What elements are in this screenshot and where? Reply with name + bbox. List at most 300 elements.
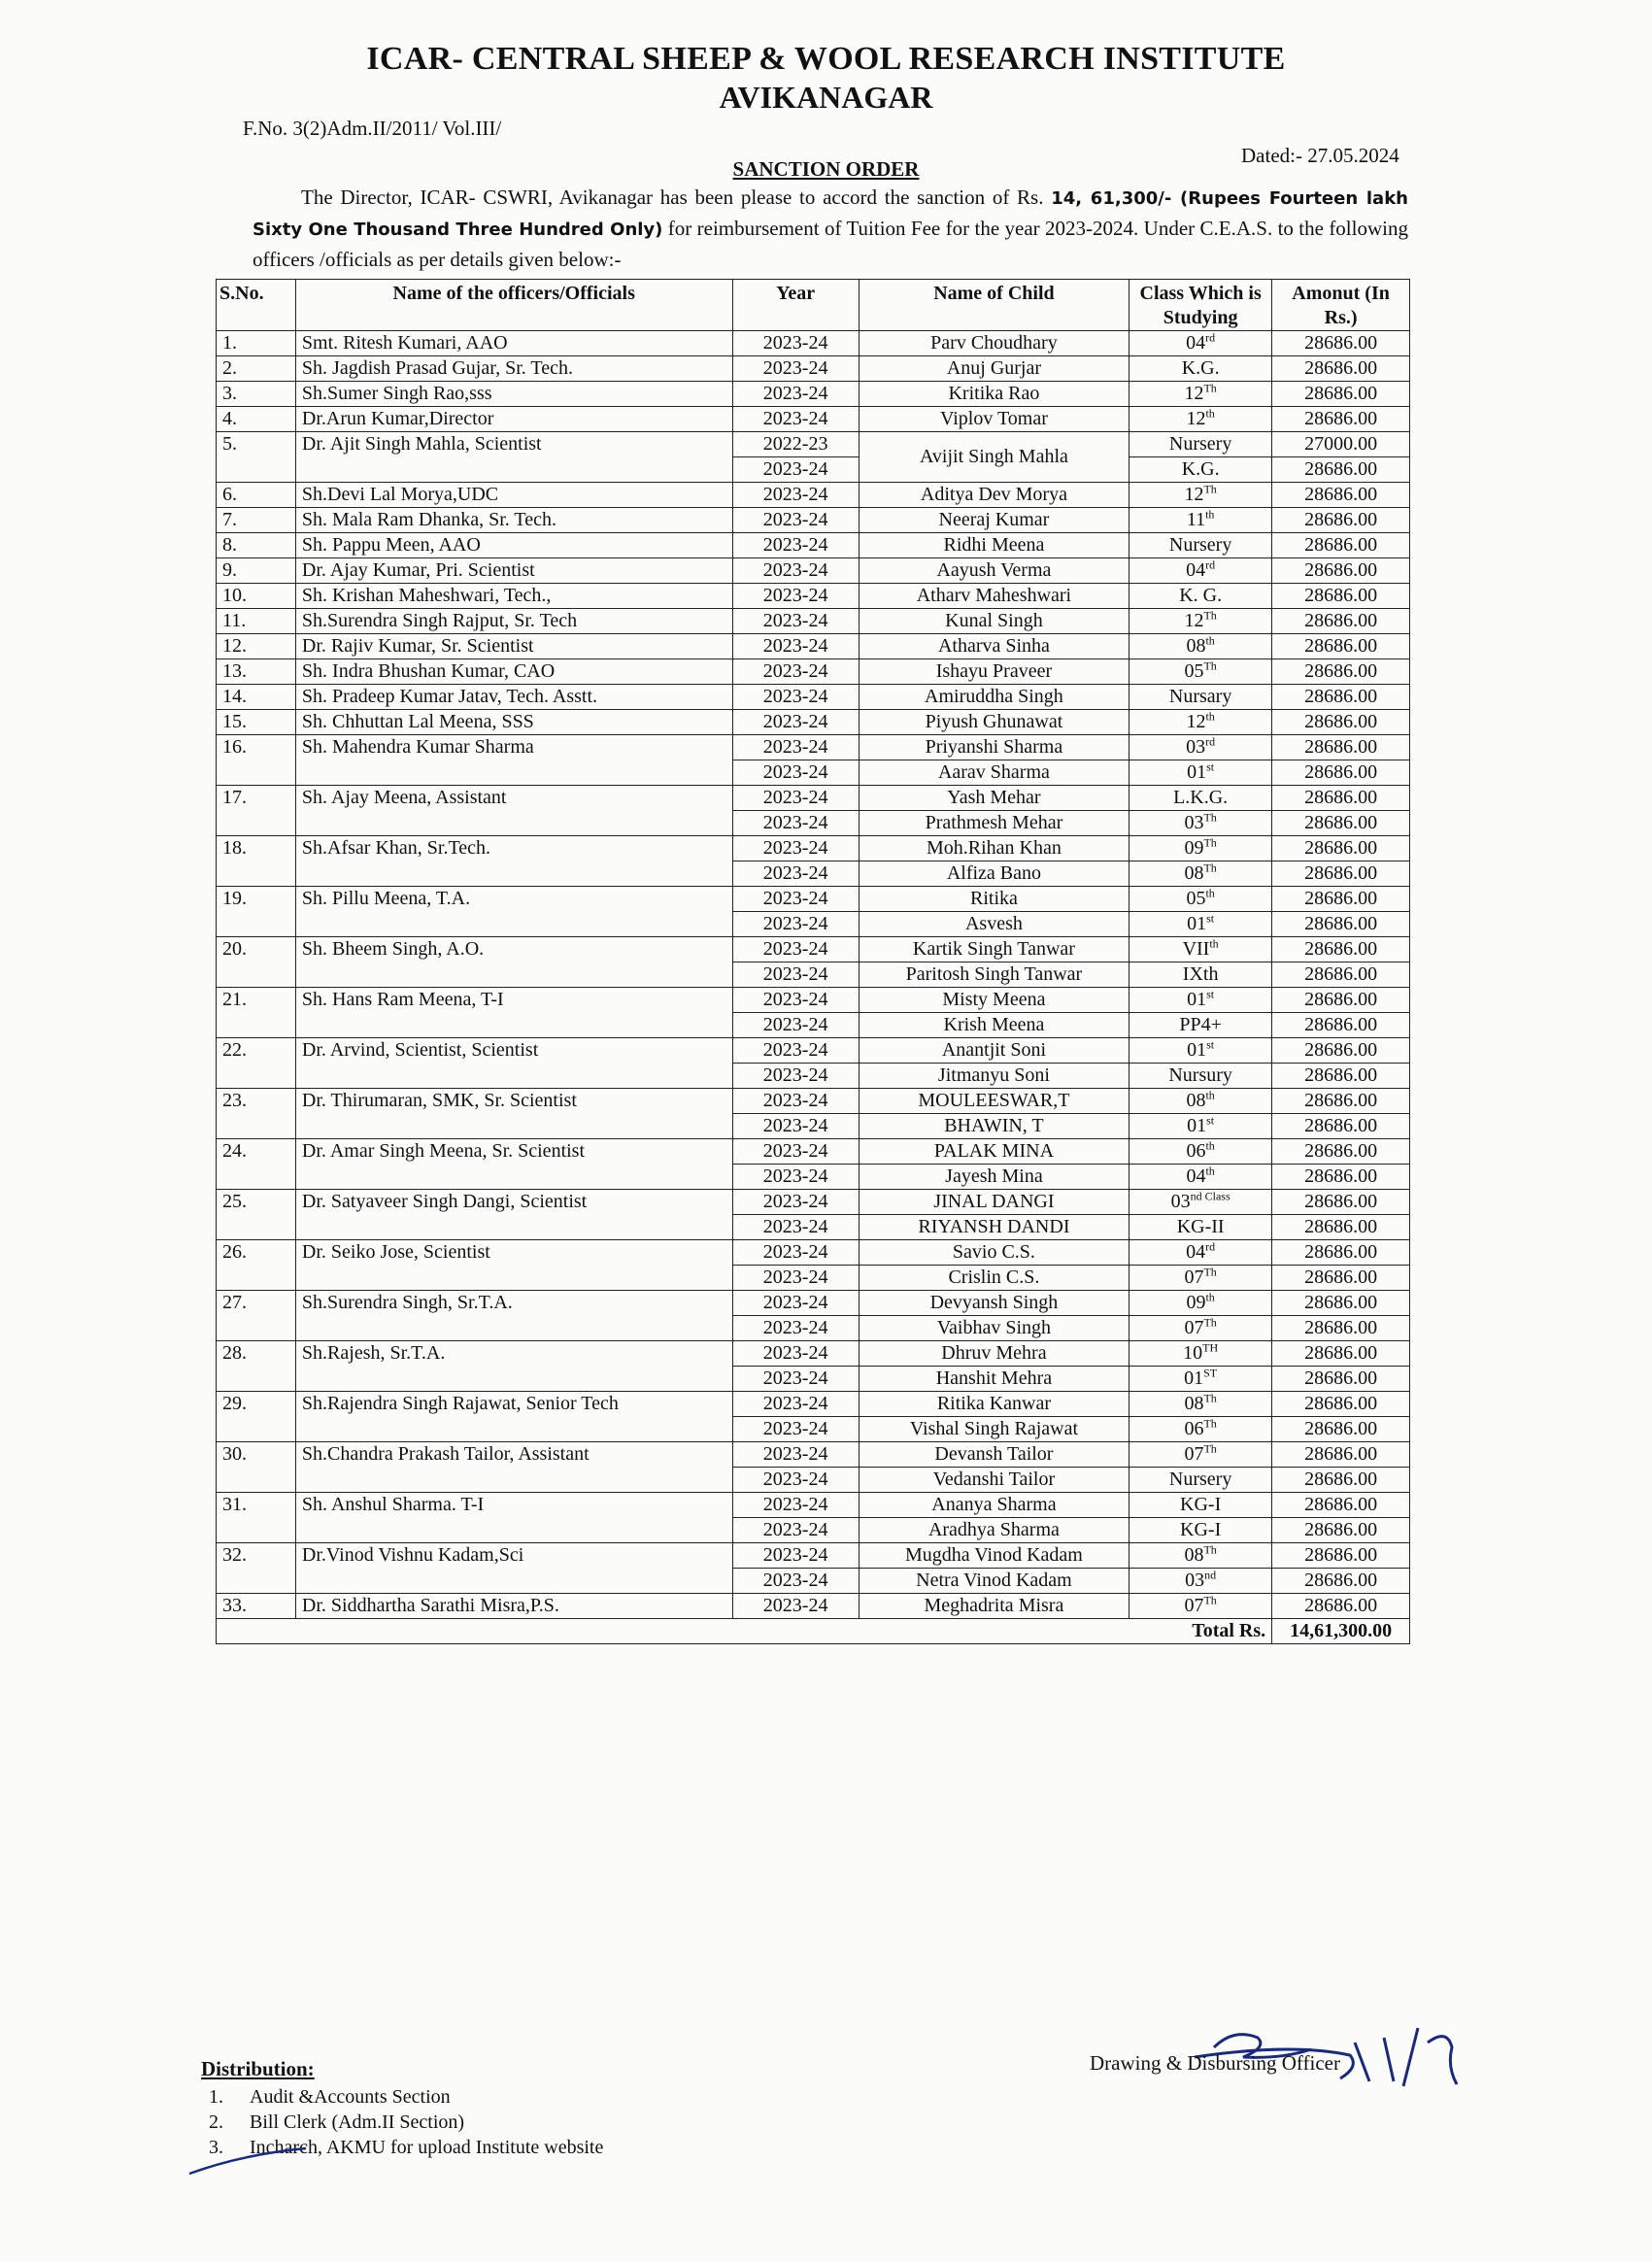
amount-cell: 28686.00 xyxy=(1272,1493,1410,1518)
serial-number: 29. xyxy=(217,1392,296,1442)
year-cell: 2023-24 xyxy=(732,1266,859,1291)
serial-number: 25. xyxy=(217,1190,296,1240)
amount-cell: 28686.00 xyxy=(1272,634,1410,659)
child-name-cell: Piyush Ghunawat xyxy=(859,710,1129,735)
institute-name: ICAR- CENTRAL SHEEP & WOOL RESEARCH INSTITUTE xyxy=(366,41,1286,77)
class-cell: 09th xyxy=(1129,1291,1272,1316)
table-row xyxy=(217,584,1410,609)
year-cell: 2023-24 xyxy=(732,659,859,685)
class-cell: L.K.G. xyxy=(1129,786,1272,811)
serial-number: 4. xyxy=(217,407,296,432)
officer-name: Sh. Hans Ram Meena, T-I xyxy=(295,988,732,1038)
class-cell: 10TH xyxy=(1129,1341,1272,1367)
officer-name: Sh. Jagdish Prasad Gujar, Sr. Tech. xyxy=(295,356,732,382)
serial-number: 6. xyxy=(217,483,296,508)
child-name-cell: Misty Meena xyxy=(859,988,1129,1013)
child-name-cell: Krish Meena xyxy=(859,1013,1129,1038)
child-name-cell: Aayush Verma xyxy=(859,558,1129,584)
class-cell: KG-I xyxy=(1129,1493,1272,1518)
officer-name: Dr. Ajit Singh Mahla, Scientist xyxy=(295,432,732,483)
class-cell: K. G. xyxy=(1129,584,1272,609)
table-row xyxy=(217,331,1410,356)
year-cell: 2023-24 xyxy=(732,508,859,533)
class-cell: 07Th xyxy=(1129,1442,1272,1468)
table-row xyxy=(217,659,1410,685)
year-cell: 2023-24 xyxy=(732,1543,859,1569)
class-cell: 01st xyxy=(1129,1038,1272,1064)
officer-name: Dr. Ajay Kumar, Pri. Scientist xyxy=(295,558,732,584)
officer-name: Dr.Arun Kumar,Director xyxy=(295,407,732,432)
signatory-title: Drawing & Disbursing Officer xyxy=(1090,2051,1340,2075)
child-name-cell: Netra Vinod Kadam xyxy=(859,1569,1129,1594)
year-cell: 2023-24 xyxy=(732,382,859,407)
year-cell: 2023-24 xyxy=(732,1594,859,1619)
child-name-cell: Aarav Sharma xyxy=(859,760,1129,786)
officer-signature xyxy=(1175,1989,1496,2096)
child-name-cell: JINAL DANGI xyxy=(859,1190,1129,1215)
year-cell: 2023-24 xyxy=(732,1165,859,1190)
amount-cell: 28686.00 xyxy=(1272,558,1410,584)
table-row xyxy=(217,634,1410,659)
class-cell: 01st xyxy=(1129,912,1272,937)
amount-cell: 28686.00 xyxy=(1272,1038,1410,1064)
class-cell: 01st xyxy=(1129,1114,1272,1139)
table-row xyxy=(217,609,1410,634)
table-row xyxy=(217,988,1410,1013)
officer-name: Dr.Vinod Vishnu Kadam,Sci xyxy=(295,1543,732,1594)
serial-number: 30. xyxy=(217,1442,296,1493)
amount-cell: 28686.00 xyxy=(1272,356,1410,382)
table-row xyxy=(217,1291,1410,1316)
amount-cell: 28686.00 xyxy=(1272,963,1410,988)
amount-cell: 28686.00 xyxy=(1272,382,1410,407)
serial-number: 14. xyxy=(217,685,296,710)
amount-cell: 28686.00 xyxy=(1272,407,1410,432)
child-name-cell: Amiruddha Singh xyxy=(859,685,1129,710)
officer-name: Sh.Rajesh, Sr.T.A. xyxy=(295,1341,732,1392)
officer-name: Sh. Indra Bhushan Kumar, CAO xyxy=(295,659,732,685)
col-header-year: Year xyxy=(732,280,859,331)
amount-cell: 28686.00 xyxy=(1272,1139,1410,1165)
year-cell: 2023-24 xyxy=(732,1341,859,1367)
child-name-cell: Aditya Dev Morya xyxy=(859,483,1129,508)
amount-cell: 28686.00 xyxy=(1272,685,1410,710)
amount-cell: 28686.00 xyxy=(1272,1190,1410,1215)
year-cell: 2023-24 xyxy=(732,1064,859,1089)
year-cell: 2023-24 xyxy=(732,1417,859,1442)
table-row xyxy=(217,1089,1410,1114)
child-name-cell: Asvesh xyxy=(859,912,1129,937)
table-row xyxy=(217,685,1410,710)
class-cell: 11th xyxy=(1129,508,1272,533)
amount-cell: 28686.00 xyxy=(1272,1392,1410,1417)
total-row xyxy=(217,1619,1410,1644)
officer-name: Sh.Rajendra Singh Rajawat, Senior Tech xyxy=(295,1392,732,1442)
order-title: SANCTION ORDER xyxy=(732,157,920,181)
officer-name: Sh. Mala Ram Dhanka, Sr. Tech. xyxy=(295,508,732,533)
table-row xyxy=(217,1594,1410,1619)
class-cell: 05th xyxy=(1129,887,1272,912)
child-name-cell: Aradhya Sharma xyxy=(859,1518,1129,1543)
amount-cell: 28686.00 xyxy=(1272,1240,1410,1266)
year-cell: 2023-24 xyxy=(732,937,859,963)
officer-name: Sh.Sumer Singh Rao,sss xyxy=(295,382,732,407)
class-cell: 08Th xyxy=(1129,1543,1272,1569)
table-row xyxy=(217,432,1410,457)
table-row xyxy=(217,483,1410,508)
class-cell: 12Th xyxy=(1129,483,1272,508)
serial-number: 32. xyxy=(217,1543,296,1594)
year-cell: 2023-24 xyxy=(732,533,859,558)
col-header-class: Class Which is Studying xyxy=(1129,280,1272,331)
class-cell: 08th xyxy=(1129,1089,1272,1114)
class-cell: 12Th xyxy=(1129,609,1272,634)
year-cell: 2023-24 xyxy=(732,1139,859,1165)
serial-number: 15. xyxy=(217,710,296,735)
officer-name: Sh.Chandra Prakash Tailor, Assistant xyxy=(295,1442,732,1493)
child-name-cell: Hanshit Mehra xyxy=(859,1367,1129,1392)
amount-cell: 28686.00 xyxy=(1272,1013,1410,1038)
distribution-item: 1. Audit &Accounts Section xyxy=(209,2086,451,2108)
year-cell: 2023-24 xyxy=(732,457,859,483)
child-name-cell: Ishayu Praveer xyxy=(859,659,1129,685)
class-cell: PP4+ xyxy=(1129,1013,1272,1038)
table-row xyxy=(217,786,1410,811)
year-cell: 2023-24 xyxy=(732,1392,859,1417)
table-row xyxy=(217,558,1410,584)
child-name-cell: Paritosh Singh Tanwar xyxy=(859,963,1129,988)
officer-name: Sh.Surendra Singh, Sr.T.A. xyxy=(295,1291,732,1341)
child-name-cell: Anantjit Soni xyxy=(859,1038,1129,1064)
serial-number: 22. xyxy=(217,1038,296,1089)
officer-name: Dr. Amar Singh Meena, Sr. Scientist xyxy=(295,1139,732,1190)
class-cell: 04rd xyxy=(1129,558,1272,584)
class-cell: 01ST xyxy=(1129,1367,1272,1392)
class-cell: 05Th xyxy=(1129,659,1272,685)
amount-cell: 28686.00 xyxy=(1272,659,1410,685)
year-cell: 2023-24 xyxy=(732,861,859,887)
class-cell: 12th xyxy=(1129,407,1272,432)
intro-amount: 14, 61,300/- (Rupees Fourteen lakh Sixty One Thousand Three Hundred Only) xyxy=(253,188,1408,240)
distribution-item: 2. Bill Clerk (Adm.II Section) xyxy=(209,2111,465,2133)
year-cell: 2023-24 xyxy=(732,356,859,382)
year-cell: 2023-24 xyxy=(732,407,859,432)
class-cell: Nursery xyxy=(1129,533,1272,558)
class-cell: 07Th xyxy=(1129,1594,1272,1619)
table-row xyxy=(217,1240,1410,1266)
officer-name: Dr. Thirumaran, SMK, Sr. Scientist xyxy=(295,1089,732,1139)
child-name-cell: Viplov Tomar xyxy=(859,407,1129,432)
child-name-cell: Devyansh Singh xyxy=(859,1291,1129,1316)
class-cell: IXth xyxy=(1129,963,1272,988)
child-name-cell: Devansh Tailor xyxy=(859,1442,1129,1468)
officer-name: Smt. Ritesh Kumari, AAO xyxy=(295,331,732,356)
amount-cell: 28686.00 xyxy=(1272,1291,1410,1316)
class-cell: 01st xyxy=(1129,988,1272,1013)
serial-number: 9. xyxy=(217,558,296,584)
year-cell: 2023-24 xyxy=(732,1569,859,1594)
order-date: Dated:- 27.05.2024 xyxy=(1241,144,1399,167)
year-cell: 2022-23 xyxy=(732,432,859,457)
serial-number: 24. xyxy=(217,1139,296,1190)
child-name-cell: Atharva Sinha xyxy=(859,634,1129,659)
amount-cell: 28686.00 xyxy=(1272,457,1410,483)
serial-number: 20. xyxy=(217,937,296,988)
amount-cell: 28686.00 xyxy=(1272,1442,1410,1468)
child-name-cell: Prathmesh Mehar xyxy=(859,811,1129,836)
serial-number: 3. xyxy=(217,382,296,407)
child-name-cell: PALAK MINA xyxy=(859,1139,1129,1165)
class-cell: 12Th xyxy=(1129,382,1272,407)
class-cell: KG-II xyxy=(1129,1215,1272,1240)
officer-name: Sh.Surendra Singh Rajput, Sr. Tech xyxy=(295,609,732,634)
serial-number: 26. xyxy=(217,1240,296,1291)
intro-part1: The Director, ICAR- CSWRI, Avikanagar has been please to accord the sanction of Rs. xyxy=(301,186,1052,209)
table-row xyxy=(217,887,1410,912)
class-cell: 04rd xyxy=(1129,1240,1272,1266)
table-header-row xyxy=(217,280,1410,331)
officer-name: Sh. Ajay Meena, Assistant xyxy=(295,786,732,836)
amount-cell: 28686.00 xyxy=(1272,1367,1410,1392)
class-cell: 12th xyxy=(1129,710,1272,735)
amount-cell: 28686.00 xyxy=(1272,1417,1410,1442)
year-cell: 2023-24 xyxy=(732,710,859,735)
officer-name: Sh.Afsar Khan, Sr.Tech. xyxy=(295,836,732,887)
amount-cell: 28686.00 xyxy=(1272,786,1410,811)
officer-name: Sh. Pradeep Kumar Jatav, Tech. Asstt. xyxy=(295,685,732,710)
amount-cell: 28686.00 xyxy=(1272,1316,1410,1341)
class-cell: Nursury xyxy=(1129,1064,1272,1089)
amount-cell: 28686.00 xyxy=(1272,1064,1410,1089)
child-name-cell: Ritika Kanwar xyxy=(859,1392,1129,1417)
child-name-cell: Crislin C.S. xyxy=(859,1266,1129,1291)
child-name-cell: Moh.Rihan Khan xyxy=(859,836,1129,861)
officer-name: Sh. Bheem Singh, A.O. xyxy=(295,937,732,988)
class-cell: 08th xyxy=(1129,634,1272,659)
year-cell: 2023-24 xyxy=(732,1468,859,1493)
year-cell: 2023-24 xyxy=(732,1240,859,1266)
table-row xyxy=(217,1442,1410,1468)
amount-cell: 28686.00 xyxy=(1272,912,1410,937)
child-name-cell: Vishal Singh Rajawat xyxy=(859,1417,1129,1442)
amount-cell: 28686.00 xyxy=(1272,710,1410,735)
class-cell: 03nd xyxy=(1129,1569,1272,1594)
year-cell: 2023-24 xyxy=(732,1291,859,1316)
class-cell: $03^{nd Class}$ xyxy=(1129,1190,1272,1215)
amount-cell: 28686.00 xyxy=(1272,1266,1410,1291)
year-cell: 2023-24 xyxy=(732,836,859,861)
child-name-cell: Dhruv Mehra xyxy=(859,1341,1129,1367)
table-row xyxy=(217,1493,1410,1518)
amount-cell: 28686.00 xyxy=(1272,1518,1410,1543)
child-name-cell: Alfiza Bano xyxy=(859,861,1129,887)
serial-number: 2. xyxy=(217,356,296,382)
serial-number: 1. xyxy=(217,331,296,356)
amount-cell: 28686.00 xyxy=(1272,584,1410,609)
total-label: Total Rs. xyxy=(217,1619,1272,1644)
class-cell: 08Th xyxy=(1129,861,1272,887)
amount-cell: 28686.00 xyxy=(1272,1089,1410,1114)
amount-cell: 28686.00 xyxy=(1272,861,1410,887)
child-name-cell: Parv Choudhary xyxy=(859,331,1129,356)
serial-number: 21. xyxy=(217,988,296,1038)
officer-name: Dr. Seiko Jose, Scientist xyxy=(295,1240,732,1291)
class-cell: 08Th xyxy=(1129,1392,1272,1417)
year-cell: 2023-24 xyxy=(732,609,859,634)
year-cell: 2023-24 xyxy=(732,1089,859,1114)
amount-cell: 28686.00 xyxy=(1272,1543,1410,1569)
child-name-cell: Priyanshi Sharma xyxy=(859,735,1129,760)
officer-name: Sh. Pappu Meen, AAO xyxy=(295,533,732,558)
amount-cell: 28686.00 xyxy=(1272,609,1410,634)
serial-number: 27. xyxy=(217,1291,296,1341)
year-cell: 2023-24 xyxy=(732,584,859,609)
year-cell: 2023-24 xyxy=(732,1493,859,1518)
class-cell: 04rd xyxy=(1129,331,1272,356)
table-row xyxy=(217,1392,1410,1417)
distribution-item: 3. Incharch, AKMU for upload Institute website xyxy=(209,2137,604,2158)
year-cell: 2023-24 xyxy=(732,1518,859,1543)
amount-cell: 28686.00 xyxy=(1272,508,1410,533)
year-cell: 2023-24 xyxy=(732,1114,859,1139)
child-name-cell: Vedanshi Tailor xyxy=(859,1468,1129,1493)
table-row xyxy=(217,1543,1410,1569)
serial-number: 31. xyxy=(217,1493,296,1543)
year-cell: 2023-24 xyxy=(732,735,859,760)
table-row xyxy=(217,508,1410,533)
amount-cell: 28686.00 xyxy=(1272,836,1410,861)
class-cell: K.G. xyxy=(1129,457,1272,483)
year-cell: 2023-24 xyxy=(732,685,859,710)
year-cell: 2023-24 xyxy=(732,1316,859,1341)
serial-number: 23. xyxy=(217,1089,296,1139)
serial-number: 11. xyxy=(217,609,296,634)
table-row xyxy=(217,356,1410,382)
child-name-cell: Atharv Maheshwari xyxy=(859,584,1129,609)
amount-cell: 27000.00 xyxy=(1272,432,1410,457)
child-name-cell: Neeraj Kumar xyxy=(859,508,1129,533)
amount-cell: 28686.00 xyxy=(1272,887,1410,912)
year-cell: 2023-24 xyxy=(732,331,859,356)
child-name-cell: Ananya Sharma xyxy=(859,1493,1129,1518)
officer-name: Dr. Arvind, Scientist, Scientist xyxy=(295,1038,732,1089)
child-name-cell: Savio C.S. xyxy=(859,1240,1129,1266)
class-cell: 06th xyxy=(1129,1139,1272,1165)
table-row xyxy=(217,382,1410,407)
table-body xyxy=(217,331,1410,1619)
amount-cell: 28686.00 xyxy=(1272,1341,1410,1367)
officer-name: Sh. Anshul Sharma. T-I xyxy=(295,1493,732,1543)
serial-number: 18. xyxy=(217,836,296,887)
col-header-child: Name of Child xyxy=(859,280,1129,331)
amount-cell: 28686.00 xyxy=(1272,483,1410,508)
year-cell: 2023-24 xyxy=(732,558,859,584)
col-header-name: Name of the officers/Officials xyxy=(295,280,732,331)
amount-cell: 28686.00 xyxy=(1272,735,1410,760)
officer-name: Dr. Rajiv Kumar, Sr. Scientist xyxy=(295,634,732,659)
amount-cell: 28686.00 xyxy=(1272,1215,1410,1240)
child-name-cell: Meghadrita Misra xyxy=(859,1594,1129,1619)
class-cell: 04th xyxy=(1129,1165,1272,1190)
year-cell: 2023-24 xyxy=(732,912,859,937)
institute-place: AVIKANAGAR xyxy=(719,80,933,115)
year-cell: 2023-24 xyxy=(732,1013,859,1038)
reimbursement-table xyxy=(216,279,1410,1644)
amount-cell: 28686.00 xyxy=(1272,937,1410,963)
intro-part2: for reimbursement of Tuition Fee for the year 2023-2024. Under C.E.A.S. to the following officers /officials as per details given below:- xyxy=(253,217,1408,271)
class-cell: 03Th xyxy=(1129,811,1272,836)
officer-name: Sh. Pillu Meena, T.A. xyxy=(295,887,732,937)
table-row xyxy=(217,710,1410,735)
class-cell: VIIth xyxy=(1129,937,1272,963)
child-name-cell: Kartik Singh Tanwar xyxy=(859,937,1129,963)
year-cell: 2023-24 xyxy=(732,1442,859,1468)
child-name-cell: BHAWIN, T xyxy=(859,1114,1129,1139)
officer-name: Sh. Mahendra Kumar Sharma xyxy=(295,735,732,786)
serial-number: 16. xyxy=(217,735,296,786)
year-cell: 2023-24 xyxy=(732,963,859,988)
serial-number: 13. xyxy=(217,659,296,685)
child-name-cell: MOULEESWAR,T xyxy=(859,1089,1129,1114)
child-name-cell: RIYANSH DANDI xyxy=(859,1215,1129,1240)
amount-cell: 28686.00 xyxy=(1272,1569,1410,1594)
class-cell: KG-I xyxy=(1129,1518,1272,1543)
class-cell: 07Th xyxy=(1129,1266,1272,1291)
child-name-cell: Avijit Singh Mahla xyxy=(859,432,1129,483)
table-row xyxy=(217,836,1410,861)
amount-cell: 28686.00 xyxy=(1272,1468,1410,1493)
child-name-cell: Ritika xyxy=(859,887,1129,912)
table-row xyxy=(217,1139,1410,1165)
serial-number: 7. xyxy=(217,508,296,533)
table-row xyxy=(217,1190,1410,1215)
child-name-cell: Anuj Gurjar xyxy=(859,356,1129,382)
year-cell: 2023-24 xyxy=(732,1215,859,1240)
child-name-cell: Yash Mehar xyxy=(859,786,1129,811)
class-cell: K.G. xyxy=(1129,356,1272,382)
table-row xyxy=(217,533,1410,558)
serial-number: 28. xyxy=(217,1341,296,1392)
table-row xyxy=(217,407,1410,432)
year-cell: 2023-24 xyxy=(732,634,859,659)
class-cell: 07Th xyxy=(1129,1316,1272,1341)
class-cell: 03rd xyxy=(1129,735,1272,760)
amount-cell: 28686.00 xyxy=(1272,1594,1410,1619)
year-cell: 2023-24 xyxy=(732,1190,859,1215)
serial-number: 17. xyxy=(217,786,296,836)
serial-number: 8. xyxy=(217,533,296,558)
child-name-cell: Kunal Singh xyxy=(859,609,1129,634)
officer-name: Dr. Satyaveer Singh Dangi, Scientist xyxy=(295,1190,732,1240)
amount-cell: 28686.00 xyxy=(1272,760,1410,786)
serial-number: 19. xyxy=(217,887,296,937)
serial-number: 5. xyxy=(217,432,296,483)
class-cell: Nursery xyxy=(1129,1468,1272,1493)
officer-name: Sh. Krishan Maheshwari, Tech., xyxy=(295,584,732,609)
class-cell: 06Th xyxy=(1129,1417,1272,1442)
amount-cell: 28686.00 xyxy=(1272,331,1410,356)
serial-number: 33. xyxy=(217,1594,296,1619)
table-row xyxy=(217,735,1410,760)
officer-name: Dr. Siddhartha Sarathi Misra,P.S. xyxy=(295,1594,732,1619)
amount-cell: 28686.00 xyxy=(1272,1165,1410,1190)
serial-number: 10. xyxy=(217,584,296,609)
class-cell: Nursery xyxy=(1129,432,1272,457)
table-row xyxy=(217,1038,1410,1064)
year-cell: 2023-24 xyxy=(732,988,859,1013)
class-cell: 09Th xyxy=(1129,836,1272,861)
child-name-cell: Kritika Rao xyxy=(859,382,1129,407)
